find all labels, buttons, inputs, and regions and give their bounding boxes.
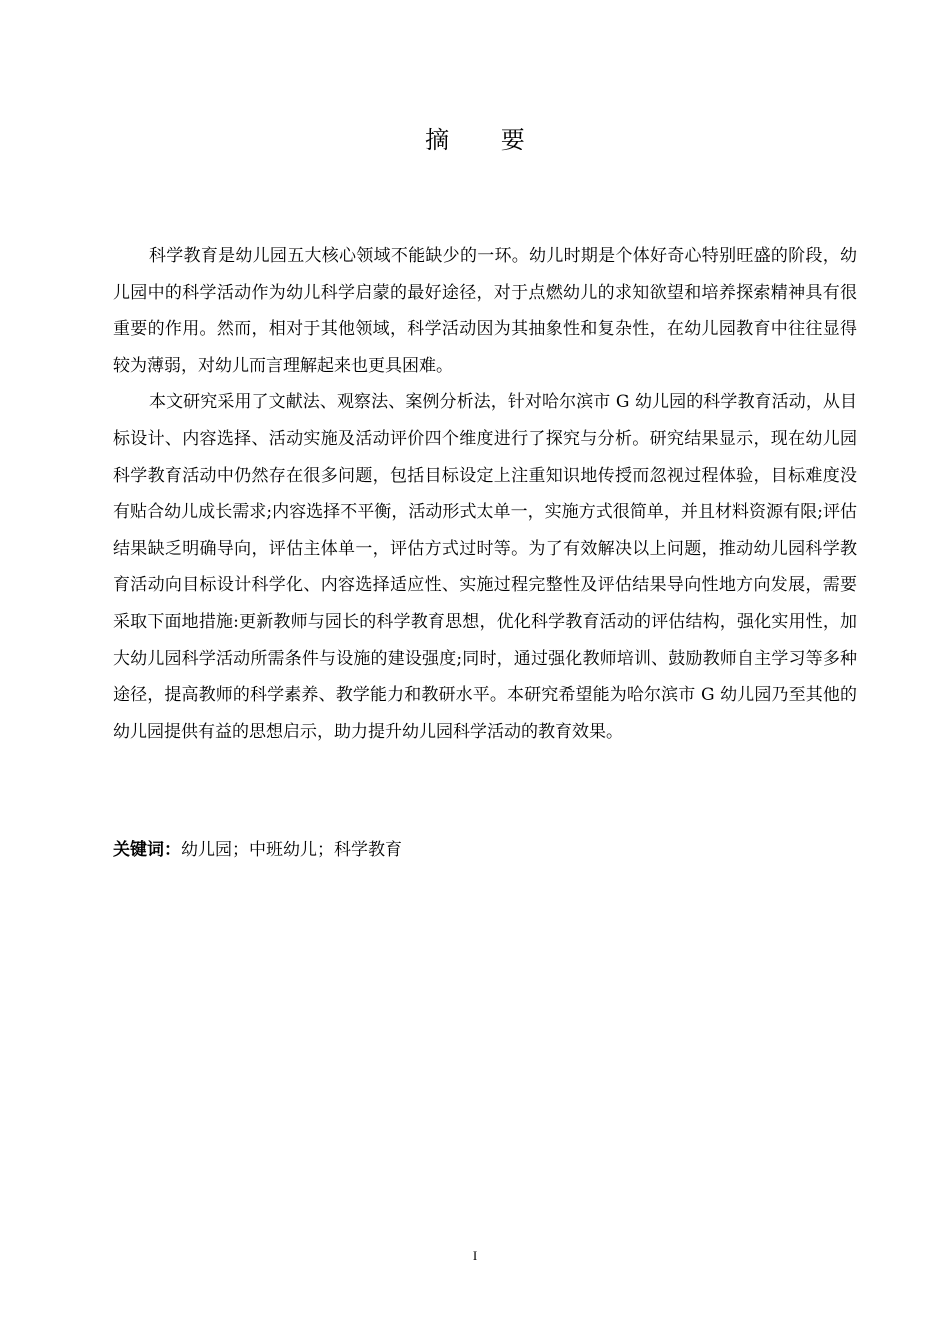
abstract-title: 摘 要	[425, 126, 547, 154]
keywords-line	[113, 832, 857, 868]
page-number: I	[472, 1248, 478, 1263]
abstract-paragraph-1: 科学教育是幼儿园五大核心领域不能缺少的一环。幼儿时期是个体好奇心特别旺盛的阶段，幼儿园中的科学活动作为幼儿科学启蒙的最好途径，对于点燃幼儿的求知欲望和培养探索精神具有很重要的作用。然而，相对于其他领域，科学活动因为其抽象性和复杂性，在幼儿园教育中往往显得较为薄弱，对幼儿而言理解起来也更具困难。	[113, 246, 857, 376]
keywords-value: 幼儿园；中班幼儿；科学教育	[181, 840, 402, 860]
abstract-body	[113, 238, 857, 750]
abstract-paragraph-2: 本文研究采用了文献法、观察法、案例分析法，针对哈尔滨市 G 幼儿园的科学教育活动，从目标设计、内容选择、活动实施及活动评价四个维度进行了探究与分析。研究结果显示，现在幼儿园科学教育活动中仍然存在很多问题，包括目标设定上注重知识地传授而忽视过程体验，目标难度没有贴合幼儿成长需求;内容选择不平衡，活动形式太单一，实施方式很简单，并且材料资源有限;评估结果缺乏明确导向，评估主体单一，评估方式过时等。为了有效解决以上问题，推动幼儿园科学教育活动向目标设计科学化、内容选择适应性、实施过程完整性及评估结果导向性地方向发展，需要采取下面地措施:更新教师与园长的科学教育思想，优化科学教育活动的评估结构，强化实用性，加大幼儿园科学活动所需条件与设施的建设强度;同时，通过强化教师培训、鼓励教师自主学习等多种途径，提高教师的科学素养、教学能力和教研水平。本研究希望能为哈尔滨市 G 幼儿园乃至其他的幼儿园提供有益的思想启示，助力提升幼儿园科学活动的教育效果。	[113, 392, 857, 742]
keywords-label: 关键词：	[113, 840, 181, 860]
